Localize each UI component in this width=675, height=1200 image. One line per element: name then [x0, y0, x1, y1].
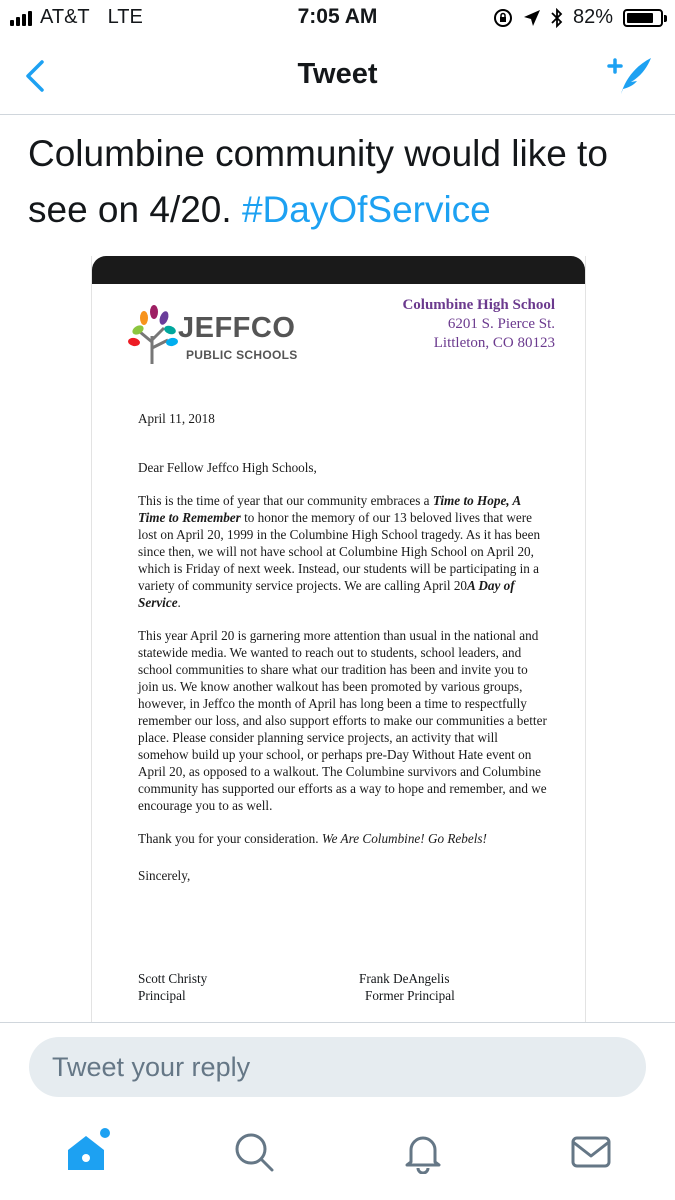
signer-2-title: Former Principal	[365, 988, 455, 1003]
tweet-image-letter[interactable]	[91, 256, 586, 1024]
new-content-dot	[100, 1128, 110, 1138]
location-arrow-icon	[523, 9, 541, 27]
tree-logo-icon	[128, 304, 180, 366]
letter-paragraph-2: This year April 20 is garnering more attention than usual in the national and statewide media. We wanted to reach out to students, school leaders, and school communities to share what our tradition has been and invite you to join us. We know another walkout has been promoted by various groups, however, in Jeffco the month of April has long been a time to respectfully remember our loss, and also support efforts to make our communities a better place. Please consider planning service projects, an activity that will somehow build up your school, or perhaps pre-Day Without Hate event on April 20, as opposed to a walkout. The Columbine survivors and Columbine community has supported our efforts as a way to hope and remember, and we encourage you to as well.	[138, 628, 547, 813]
letterhead-address	[402, 296, 555, 353]
letter-paragraph-3: Thank you for your consideration. We Are Columbine! Go Rebels!	[138, 831, 487, 846]
tweet-text	[28, 126, 658, 238]
letter-closing: Sincerely,	[138, 868, 191, 883]
rotation-lock-icon	[493, 8, 513, 28]
bluetooth-icon	[551, 8, 563, 28]
image-top-bar	[92, 256, 585, 284]
page-title: Tweet	[297, 58, 378, 90]
logo-subtitle: PUBLIC SCHOOLS	[186, 348, 298, 362]
tweet-body: Columbine community would like to see on 4/20.	[28, 133, 608, 230]
letter-body	[138, 410, 548, 900]
search-icon	[232, 1130, 276, 1174]
tab-search[interactable]	[232, 1130, 276, 1174]
letter-paragraph-1: This is the time of year that our community embraces a Time to Hope, A Time to Remember to honor the memory of our 13 beloved lives that were lost on April 20, 1999 in the Columbine High School tragedy. As it has been since then, we will not have school at Columbine High School on April 20, which is Friday of next week. Instead, our students will be participating in a variety of community service projects. We are calling April 20A Day of Service.	[138, 493, 541, 610]
messages-icon	[569, 1130, 613, 1174]
tab-home[interactable]	[64, 1130, 108, 1174]
letter-date: April 11, 2018	[138, 411, 215, 426]
battery-percent: 82%	[572, 6, 613, 28]
signer-2	[359, 970, 455, 1004]
carrier-label: AT&T	[40, 6, 90, 28]
tab-bar	[0, 1122, 675, 1200]
signer-1	[138, 970, 207, 1004]
school-name: Columbine High School	[402, 297, 555, 313]
nav-bar	[0, 38, 675, 115]
status-bar	[0, 0, 675, 38]
reply-input[interactable]: Tweet your reply	[29, 1037, 646, 1097]
hashtag-link[interactable]: #DayOfService	[241, 189, 491, 230]
reply-bar	[0, 1022, 675, 1123]
letter-salutation: Dear Fellow Jeffco High Schools,	[138, 460, 317, 475]
tab-messages[interactable]	[569, 1130, 613, 1174]
signer-1-name: Scott Christy	[138, 971, 208, 986]
signer-1-title: Principal	[138, 988, 186, 1003]
network-label: LTE	[107, 6, 143, 28]
notifications-icon	[401, 1130, 445, 1174]
address-line-2: Littleton, CO 80123	[433, 335, 555, 351]
compose-tweet-icon[interactable]	[607, 54, 653, 98]
tab-notifications[interactable]	[401, 1130, 445, 1174]
address-line-1: 6201 S. Pierce St.	[447, 316, 555, 332]
signer-2-name: Frank DeAngelis	[359, 971, 450, 986]
jeffco-logo	[128, 304, 298, 368]
battery-fill	[627, 13, 653, 23]
clock: 7:05 AM	[297, 5, 378, 28]
battery-icon	[623, 9, 663, 27]
logo-name: JEFFCO	[178, 312, 296, 344]
